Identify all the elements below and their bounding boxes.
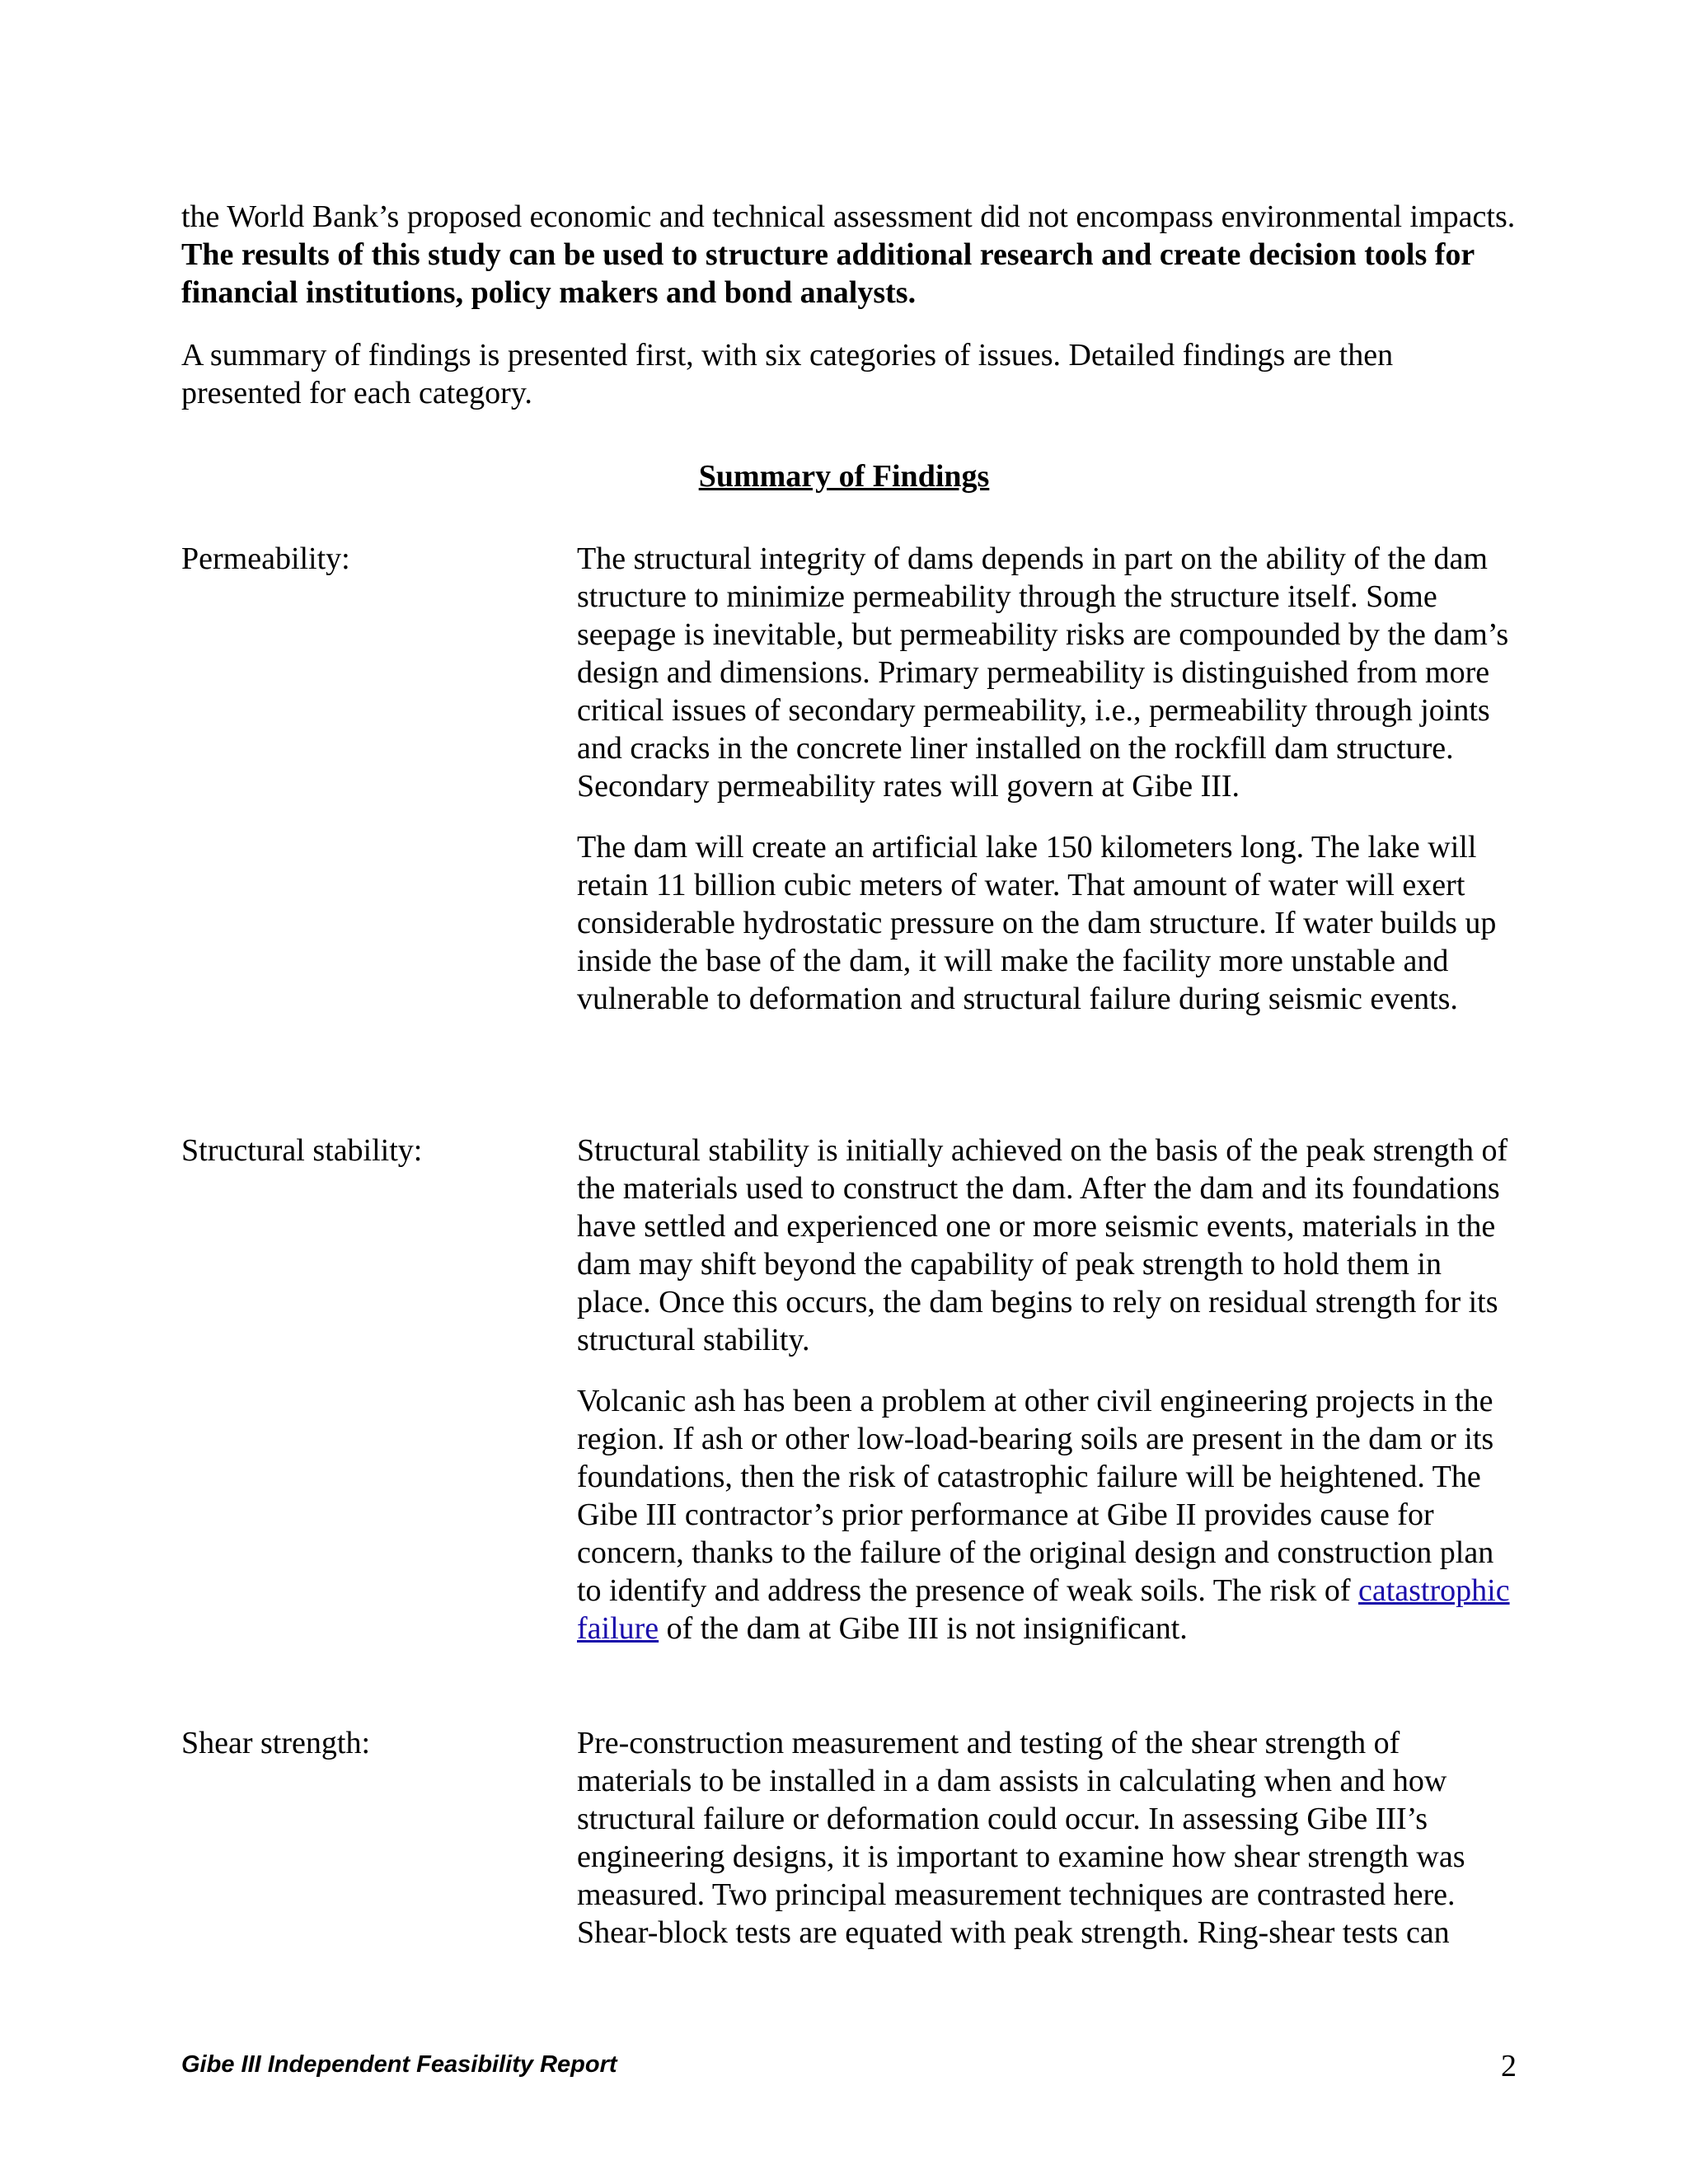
finding-body [577, 1724, 1517, 1975]
finding-label: Shear strength: [181, 1726, 371, 1760]
finding-body [577, 540, 1517, 1041]
finding-paragraph: The dam will create an artificial lake 150 kilometers long. The lake will retain 11 billion cubic meters of water. That amount of water will exert considerable hydrostatic pressure on the dam structure. If water builds up inside the base of the dam, it will make the facility more unstable and vulnerable to deformation and structural failure during seismic events. [577, 830, 1497, 1016]
finding-label: Structural stability: [181, 1133, 423, 1168]
footer-report-title: Gibe III Independent Feasibility Report [181, 2051, 617, 2078]
finding-paragraph-with-link [577, 1382, 1517, 1647]
finding-body [577, 1132, 1517, 1671]
finding-paragraph: The structural integrity of dams depends in part on the ability of the dam structure to minimize permeability through the structure itself. Some seepage is inevitable, but permeability risks are compounded by the dam’s design and dimensions. Primary permeability is distinguished from more critical issues of secondary permeability, i.e., permeability through joints and cracks in the concrete liner installed on the rockfill dam structure. Secondary permeability rates will govern at Gibe III. [577, 541, 1509, 804]
finding-paragraph: Structural stability is initially achieved on the basis of the peak strength of the materials used to construct the dam. After the dam and its foundations have settled and experienced one or more seismic events, materials in the dam may shift beyond the capability of peak strength to hold them in place. Once this occurs, the dam begins to rely on residual strength for its structural stability. [577, 1133, 1508, 1357]
intro-bold-text: The results of this study can be used to structure additional research and create decision tools for financial institutions, policy makers and bond analysts. [181, 237, 1475, 310]
intro-text: the World Bank’s proposed economic and technical assessment did not encompass environmental impacts. [181, 199, 1516, 234]
intro-paragraph [181, 198, 1517, 312]
finding-label: Permeability: [181, 541, 350, 576]
finding-paragraph: Pre-construction measurement and testing of the shear strength of materials to be installed in a dam assists in calculating when and how structural failure or deformation could occur. In assessing Gibe III’s engineering designs, it is important to examine how shear strength was measured. Two principal measurement techniques are contrasted here. Shear-block tests are equated with peak strength. Ring-shear tests can [577, 1726, 1465, 1950]
page-number: 2 [1501, 2049, 1517, 2083]
paragraph-text: Volcanic ash has been a problem at other civil engineering projects in the region. If ash or other low-load-bearing soils are present in the dam or its foundations, then the risk of catastrophic failure will be heightened. The Gibe III contractor’s prior performance at Gibe II provides cause for concern, thanks to the failure of the original design and construction plan to identify and address the presence of weak soils. The risk of [577, 1384, 1494, 1608]
paragraph-text: of the dam at Gibe III is not insignificant. [659, 1611, 1188, 1646]
section-heading: Summary of Findings [698, 459, 990, 494]
summary-paragraph: A summary of findings is presented first, with six categories of issues. Detailed findings are then presented for each category. [181, 338, 1394, 410]
catastrophic-failure-link[interactable]: catastrophic failure [577, 1573, 1510, 1646]
